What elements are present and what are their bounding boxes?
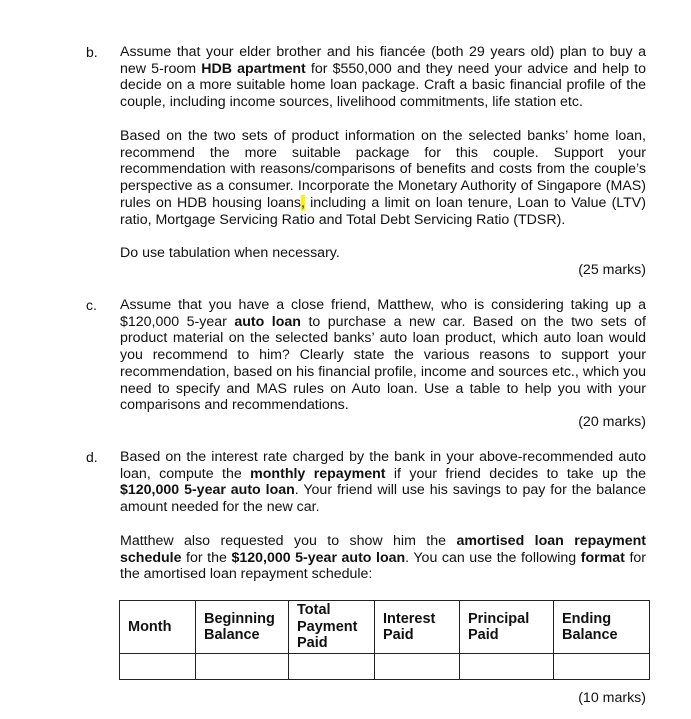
header-interest-paid: Interest Paid	[375, 601, 460, 654]
highlighted-comma: ,	[300, 194, 305, 211]
table-cell	[460, 654, 554, 680]
header-ending-balance: Ending Balance	[554, 601, 650, 654]
question-c-paragraph-1: Assume that you have a close friend, Matthew, who is considering taking up a $120,000 5-year auto loan to purchase a new car. Based on the two sets of product material on the selected banks’ auto loan product, which auto loan would you recommend to him? Clearly state the various reasons to support your recommendation, based on his financial profile, income and sources etc., which you need to specify and MAS rules on Auto loan. Use a table to help you with your comparisons and recommendations.	[120, 297, 646, 414]
question-b-paragraph-3: Do use tabulation when necessary.	[120, 245, 340, 261]
amortisation-schedule-table	[119, 600, 650, 680]
header-month: Month	[120, 601, 196, 654]
question-c-label: c.	[86, 297, 97, 313]
question-c-marks: (20 marks)	[578, 414, 646, 430]
table-cell	[375, 654, 460, 680]
table-header-row	[120, 601, 650, 654]
header-principal-paid: Principal Paid	[460, 601, 554, 654]
question-d-marks: (10 marks)	[578, 690, 646, 706]
table-cell	[196, 654, 289, 680]
question-d-paragraph-1: Based on the interest rate charged by the bank in your above-recommended auto loan, compute the monthly repayment if your friend decides to take up the $120,000 5-year auto loan. Your friend will use his savings to pay for the balance amount needed for the new car.	[120, 449, 647, 516]
header-beginning-balance: Beginning Balance	[196, 601, 289, 654]
question-d-label: d.	[86, 449, 98, 465]
table-row	[120, 654, 650, 680]
header-total-payment-paid: Total Payment Paid	[289, 601, 375, 654]
table-cell	[289, 654, 375, 680]
question-b-marks: (25 marks)	[578, 262, 646, 278]
question-b-paragraph-2: Based on the two sets of product information on the selected banks’ home loan, recommend the more suitable package for this couple. Support your recommendation with reasons/comparisons of benefits and costs from the couple’s perspective as a consumer. Incorporate the Monetary Authority of Singapore (MAS) rules on HDB housing loans, including a limit on loan tenure, Loan to Value (LTV) ratio, Mortgage Servicing Ratio and Total Debt Servicing Ratio (TDSR).	[120, 128, 646, 228]
table-cell	[120, 654, 196, 680]
table-cell	[554, 654, 650, 680]
question-b-paragraph-1: Assume that your elder brother and his fiancée (both 29 years old) plan to buy a new 5-room HDB apartment for $550,000 and they need your advice and help to decide on a more suitable home loan package. Craft a basic financial profile of the couple, including income sources, livelihood commitments, life station etc.	[120, 44, 646, 111]
question-d-paragraph-2: Matthew also requested you to show him the amortised loan repayment schedule for the $120,000 5-year auto loan. You can use the following format for the amortised loan repayment schedule:	[120, 533, 647, 583]
question-b-label: b.	[86, 44, 98, 60]
